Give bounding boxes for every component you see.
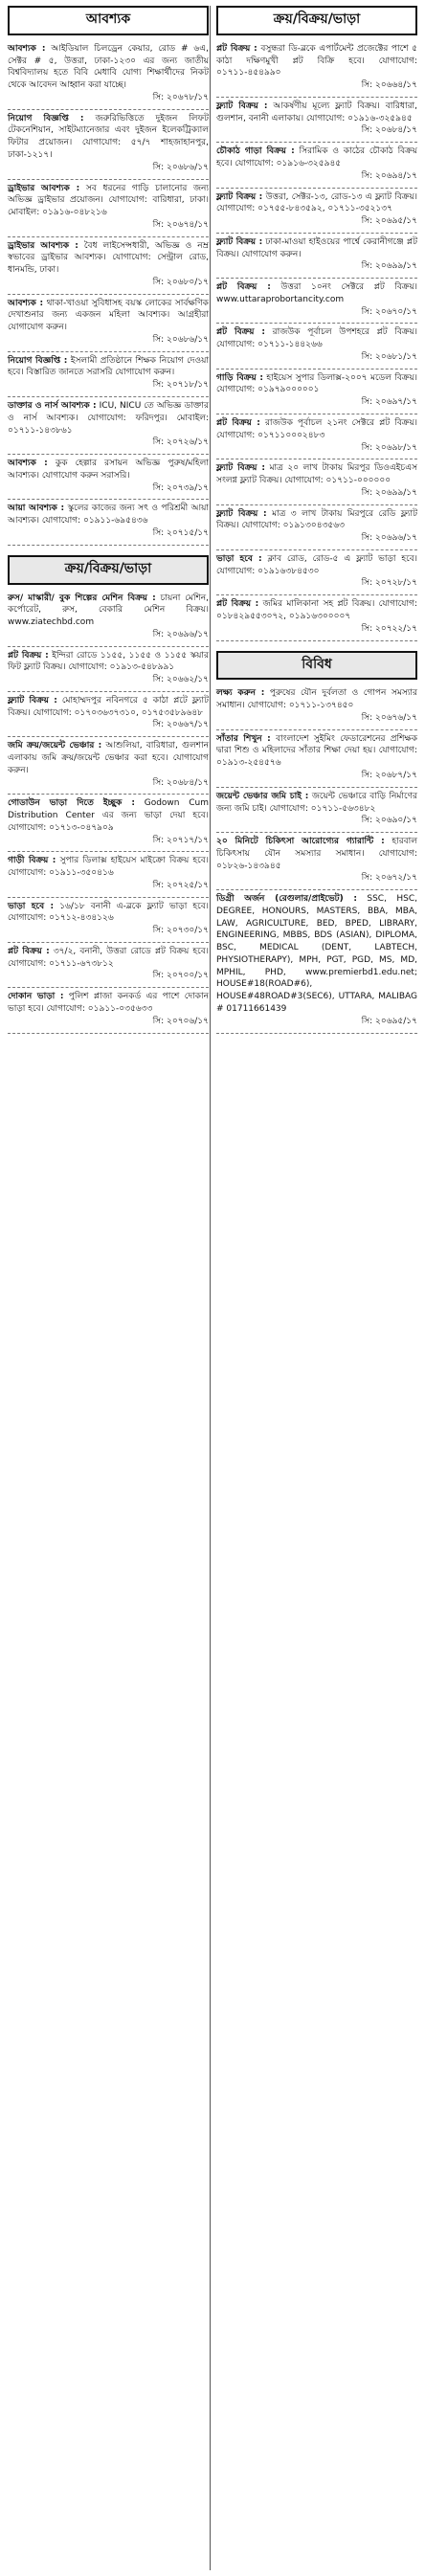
ad-body: সব ধরনের গাড়ি চালানোর জন্য অভিজ্ঞ ড্রাইভার প্রয়োজন। যোগাযোগ: বারিধারা, ঢাকা। মোবাইল: ০১৯১৬-০৪৮২১৬ xyxy=(8,183,209,218)
buy-sell-rent-ads-list-left xyxy=(8,590,209,1034)
ad-title: ২০ মিনিটে চিকিৎসা আরোগ্যের গ্যারান্টি : xyxy=(216,837,385,847)
ad-code: সি: ২০৬৯৬/১৭ xyxy=(152,629,209,639)
classified-ad xyxy=(8,40,209,110)
ad-title: লক্ষ্য করুন : xyxy=(216,688,265,699)
ad-code: সি: ২০৬৬৭/১৭ xyxy=(152,720,209,730)
ad-title: প্লট বিক্রয় : xyxy=(216,327,265,338)
classified-ad xyxy=(216,279,417,324)
classified-ad xyxy=(216,40,417,98)
ad-code: সি: ২০৭২৮/১৭ xyxy=(361,578,417,589)
ad-code: সি: ২০৬৮৬/১৭ xyxy=(152,334,209,345)
ad-title: আয়া আবশ্যক : xyxy=(8,504,65,514)
ad-body: আকর্ষণীয় মূল্যে ফ্ল্যাট বিক্রয়। বারিধারা, গুলশান, বনানী এলাকায়। যোগাযোগ: ০১৯১৬-৩২৫৯৪৫ xyxy=(216,101,417,123)
ad-body: আইডিয়াল চিলড্রেন কেয়ার, রোড # ৬এ, সেক্টর # ৫, উত্তরা, ঢাকা-১২৩০ এর জন্য জাতীয় বিশ্ববিদ্যালয় হতে বিবি মেধাবি যোগ্য শিক্ষার্থীদের নিকট থেকে আবেদন আহ্বান করা যাচ্ছে। xyxy=(8,43,209,91)
ad-code: সি: ২০৬৬৪/১৭ xyxy=(361,80,417,91)
ad-body: পুরুষের যৌন দুর্বলতা ও গোপন সমস্যার সমাধান। যোগাযোগ: ০১৭১১-১৩৭৪৫০ xyxy=(216,688,417,711)
classified-ad xyxy=(216,189,417,234)
ad-code: সি: ২০৬৯০/১৭ xyxy=(361,816,417,826)
ad-title: চৌকাঠ গাড়া বিক্রয় : xyxy=(216,146,295,157)
left-column xyxy=(8,6,209,2570)
ad-body: মোহাম্মদপুর নবিনগরে ৫ কাঠা প্লটে ফ্ল্যাট বিক্রয়। যোগাযোগ: ০১৭০৩৬৩৭৩১০, ০১৭৫৩৫৮৯৬৪৮ xyxy=(8,695,209,718)
buy-sell-rent-ads-list-right xyxy=(216,40,417,641)
ad-body: রাজউক পূর্বাচল ২১নং সেক্টরে প্লট বিক্রয়। যোগাযোগ: ০১৭১১০০০২৪৮৩ xyxy=(216,418,417,440)
section-header-misc: বিবিধ xyxy=(216,651,417,681)
ad-body: সুপার ডিলাক্স হাইয়েস মাইক্রো বিক্রয় হবে। যোগাযোগ: ০১৯১১-৩৫০৪১৬ xyxy=(8,856,209,879)
ad-title: ফ্ল্যাট বিক্রয় : xyxy=(216,463,265,474)
classified-ad xyxy=(8,110,209,180)
right-column xyxy=(216,6,417,2570)
classified-ad xyxy=(8,237,209,295)
classified-ad xyxy=(8,737,209,795)
ad-title: প্লট বিক্রয় : xyxy=(216,282,271,293)
classified-ad xyxy=(216,890,417,1033)
ad-title: জয়েন্ট ভেঞ্চার জমি চাই : xyxy=(216,791,309,801)
classified-ad xyxy=(216,370,417,414)
ad-code: সি: ২০৬৯৯/১৭ xyxy=(361,487,417,498)
classified-ad xyxy=(8,397,209,455)
ad-code: সি: ২০৬৮৬/১৭ xyxy=(152,162,209,172)
ad-code: সি: ২০৬৮১/১৭ xyxy=(361,351,417,362)
ad-body: হাইয়েস সুপার ডিলাক্স-২০০৭ মডেল বিক্রয়। যোগাযোগ: ০১৯৭৯০০০০০১ xyxy=(216,372,417,395)
ad-body: আশুলিয়া, বারিধারা, গুলশান এলাকায় জমি ক্রয়/জয়েন্ট ভেঞ্চার করা হবে। যোগাযোগ করুন। xyxy=(8,741,209,775)
classified-ad xyxy=(8,852,209,897)
ad-body: বৈধ লাইসেন্সধারী, অভিজ্ঞ ও নম্র স্বভাবের ড্রাইভার আবশ্যক। যোগাযোগ: সেন্ট্রাল রোড, ধানমন্ডি, ঢাকা। xyxy=(8,240,209,276)
classified-ad xyxy=(216,234,417,279)
ad-title: সাঁতার শিখুন : xyxy=(216,733,271,744)
ad-body: স্কুলের কাজের জন্য সৎ ও পরিশ্রমী আয়া আবশ্যক। যোগাযোগ: ০১৯১১-৬৯৫৪৩৬ xyxy=(8,504,209,526)
classified-ad xyxy=(216,414,417,459)
ad-title: নিয়োগ বিজ্ঞপ্তি : xyxy=(8,113,84,123)
ad-title: ডাক্তার ও নার্স আবশ্যক : xyxy=(8,401,97,412)
classified-ad xyxy=(216,505,417,550)
ad-code: সি: ২০৬৯৬/১৭ xyxy=(361,533,417,544)
classified-ad xyxy=(216,143,417,188)
classified-ad xyxy=(8,500,209,545)
ad-body: Godown Cum Distribution Center এর জন্য ভাড়া দেয়া হবে। যোগাযোগ: ০১৭১৩-০৪৭৯০৯ xyxy=(8,798,209,833)
classified-ad xyxy=(8,295,209,352)
ad-code: সি: ২০৬৭৮/১৭ xyxy=(152,92,209,102)
ad-body: কুক হেল্পার রসায়ন অভিজ্ঞ পুরুষ/মহিলা আবশ্যক। যোগাযোগ করুন সরাসরি। xyxy=(8,459,209,481)
section-header-buy-sell-rent-left: ক্রয়/বিক্রয়/ভাড়া xyxy=(8,555,209,585)
ad-code: সি: ২০৬৯৪/১৭ xyxy=(361,170,417,181)
ad-code: সি: ২০৬৮৪/১৭ xyxy=(152,777,209,788)
section-header-buy-sell-rent-right: ক্রয়/বিক্রয়/ভাড়া xyxy=(216,6,417,35)
ad-body: ICU, NICU তে অভিজ্ঞ ডাক্তার ও নার্স আবশ্যক। যোগাযোগ: ফরিদপুর। মোবাইল: ০১৭১১-১৪৩৮৬১ xyxy=(8,401,209,436)
ad-title: ডিগ্রী অর্জন (রেগুলার/প্রাইভেট) : xyxy=(216,894,357,905)
ad-title: প্লট বিক্রয় : xyxy=(216,418,260,429)
ad-title: ফ্ল্যাট বিক্রয় : xyxy=(216,191,263,202)
ad-code: সি: ২০৬৬২/১৭ xyxy=(152,675,209,685)
ad-body: বসুন্ধরা ডি-ব্লকে এপার্টমেন্ট প্রজেক্টের পাশে ৫ কাঠা দক্ষিণমুখী প্লট বিক্রি হবে। যোগাযোগ: ০১৭১১-৪৫৪৯৯০ xyxy=(216,43,417,78)
ad-title: ফ্ল্যাট বিক্রয় : xyxy=(216,508,267,519)
ad-code: সি: ২০৭১৮/১৭ xyxy=(152,380,209,391)
ad-body: উত্তরা ১০নং সেক্টরে প্লট বিক্রয়। www.uttaraprobortancity.com xyxy=(216,282,417,304)
ad-body: হারবাল চিকিৎসায় যৌন সমস্যার সমাধান। যোগাযোগ: ০১৮২৬-১৪৩৯৪৫ xyxy=(216,837,417,871)
ad-code: সি: ২০৬৯৮/১৭ xyxy=(361,442,417,453)
classified-ad xyxy=(216,98,417,143)
classified-ad xyxy=(216,324,417,369)
ad-code: সি: ২০৬৭০/১৭ xyxy=(361,306,417,317)
ad-title: ড্রাইভার আবশ্যক : xyxy=(8,183,80,193)
ad-title: গাড়ী বিক্রয় : xyxy=(8,856,56,866)
ad-body: ইন্দিরা রোডে ১১৫৫, ১১৫৫ ও ১১৫৫ স্কয়ার ফিট ফ্ল্যাট বিক্রয়। যোগাযোগ: ০১৯১৩-৫৪৮৯৯১ xyxy=(8,650,209,673)
ad-title: ফ্ল্যাট বিক্রয় : xyxy=(216,236,263,247)
ad-code: সি: ২০৭২৫/১৭ xyxy=(152,880,209,890)
ad-title: জমি ক্রয়/জয়েন্ট ভেঞ্চার : xyxy=(8,741,102,751)
ad-body: মাত্র ৩ লাখ টাকায় মিরপুরে রেডি ফ্ল্যাট বিক্রয়। যোগাযোগ: ০১৯১৩০৪৩৫৬৩ xyxy=(216,508,417,531)
classified-ad xyxy=(8,943,209,988)
ad-title: প্লট বিক্রয় : xyxy=(216,599,259,610)
ad-code: সি: ২০৬৮০/১৭ xyxy=(152,277,209,287)
ad-title: প্লট বিক্রয় : xyxy=(216,43,257,54)
ad-body: রাজউক পূর্বাচল উপশহরে প্লট বিক্রয়। যোগাযোগ: ০১৭১১-১৪৪২৬৬ xyxy=(216,327,417,350)
classified-ad xyxy=(8,692,209,737)
ad-code: সি: ২০৭৩০/১৭ xyxy=(152,926,209,936)
ad-code: সি: ২০৬৯৫/১৭ xyxy=(361,1016,417,1026)
classified-ad xyxy=(216,730,417,788)
ad-body: জমির মালিকানা সহ প্লট বিক্রয়। যোগাযোগ: ০১৮৪২৯৫৫৩০৭২, ০১৯১৬৩০০০০৭ xyxy=(216,599,417,621)
ad-body: উত্তরা, সেক্টর-১৩, রোড-১৩ এ ফ্ল্যাট বিক্রয়। যোগাযোগ: ০১৭৫৫-৮৪৩৫৯২, ০১৭১১-৩৫২১৩৭ xyxy=(216,191,417,214)
ad-code: সি: ২০৬৮৪/১৭ xyxy=(361,125,417,136)
classified-ad xyxy=(8,795,209,852)
column-divider xyxy=(210,6,211,2570)
ad-body: ৩৭/২, বনানী, উত্তরা রোডে প্লট বিক্রয় হবে। যোগাযোগ: ০১৭১১-৬৭৩৮১২ xyxy=(8,946,209,969)
ad-code: সি: ২০৬৯৯/১৭ xyxy=(361,261,417,272)
classified-ad xyxy=(216,833,417,890)
classified-ad xyxy=(216,550,417,595)
ad-body: ক্লাব রোড, রোড-৫ এ ফ্ল্যাট ভাড়া হবে। যোগাযোগ: ০১৯১৬৩৮৪৫৩০ xyxy=(216,553,417,576)
ad-title: দোকান ভাড়া : xyxy=(8,992,64,1002)
ad-title: গোডাউন ভাড়া দিতে ইচ্ছুক : xyxy=(8,798,135,809)
ad-title: প্লট বিক্রয় : xyxy=(8,650,49,661)
ad-body: পুলিশ প্লাজা কনকর্ড এর পাশে দোকান ভাড়া হবে। যোগাযোগ: ০১৯১১-০৩৫৬৩৩ xyxy=(8,992,209,1014)
ad-title: আবশ্যক : xyxy=(8,298,44,308)
ad-body: জয়েন্ট ভেঞ্চারে বাড়ি নির্মাণের জন্য জমি চাই। যোগাযোগ: ০১৭১১-৫৬৩৪৮২ xyxy=(216,791,417,814)
ad-title: ভাড়া হবে : xyxy=(8,901,55,911)
ad-title: ফ্ল্যাট বিক্রয় : xyxy=(8,695,57,706)
ad-title: নিয়োগ বিজ্ঞপ্তি : xyxy=(8,355,68,366)
ad-body: জরুরিভিত্তিতে দুইজন লিফট টেকনেশিয়ান, সাইটম্যানেজার এবং দুইজন ইলেকট্রিক্যাল ফিটার প্রয়োজন। যোগাযোগ: ৫৭/৭ শাহজাহানপুর, ঢাকা-১২১৭। xyxy=(8,113,209,160)
ad-body: মাত্র ২০ লাখ টাকায় মিরপুর ডিওএইচএস সংলগ্ন ফ্ল্যাট বিক্রয়। যোগাযোগ: ০১৭১১-০০০০০০ xyxy=(216,463,417,486)
ad-code: সি: ২০৬৭২/১৭ xyxy=(361,873,417,884)
classified-ad xyxy=(8,988,209,1033)
classified-ad xyxy=(8,180,209,237)
section-header-wanted: আবশ্যক xyxy=(8,6,209,35)
classified-ad xyxy=(216,459,417,504)
classified-ad xyxy=(8,352,209,397)
ad-body: চায়না মেশিন, কর্পোরেট, রুস, বেকারি মেশিন বিক্রয়। www.ziatechbd.com xyxy=(8,593,209,628)
ad-title: প্লট বিক্রয় : xyxy=(8,946,50,956)
classified-ad xyxy=(8,590,209,647)
ad-title: আবশ্যক : xyxy=(8,43,46,54)
classified-ad xyxy=(216,788,417,833)
ad-code: সি: ২০৭২৬/১৭ xyxy=(152,437,209,448)
ad-code: সি: ২০৬৭৬/১৭ xyxy=(361,712,417,723)
ad-body: ঢাকা-মাওয়া হাইওয়ের পার্শ্বে কেরানীগঞ্জে প্লট বিক্রয়। যোগাযোগ করুন। xyxy=(216,236,417,259)
ad-title: রুস/ মাস্কারী/ বুক শিল্পের মেশিন বিক্রয় : xyxy=(8,593,156,603)
ad-title: গাড়ি বিক্রয় : xyxy=(216,372,263,383)
classified-ad xyxy=(216,684,417,729)
classified-ad xyxy=(8,455,209,500)
ad-title: ফ্ল্যাট বিক্রয় : xyxy=(216,101,268,111)
ad-code: সি: ২০৭১৭/১৭ xyxy=(152,835,209,845)
ad-code: সি: ২০৬৯৭/১৭ xyxy=(361,397,417,408)
ad-body: বাংলাদেশ সুইমিং ফেডারেশনের প্রশিক্ষক দ্বারা শিশু ও মহিলাদের সাঁতার শিক্ষা দেয়া হয়। যোগাযোগ: ০১৯১৩-২৫৪৫৭৬ xyxy=(216,733,417,769)
ad-body: SSC, HSC, DEGREE, HONOURS, MASTERS, BBA, MBA, LAW, AGRICULTURE, BED, BPED, LIBRARY, ENGINEERING, MBBS, BDS (ASIAN), DIPLOMA, BSC, MEDICAL (DENT, LABTECH, PHYSIOTHERAPY), MPH, PGT, PGD, MS, MD, MPHIL, PHD, www.premierbd1.edu.net; HOUSE#18(ROAD#6), HOUSE#48ROAD#3(SEC6), UTTARA, MALIBAG # 01711661439 xyxy=(216,894,417,1014)
misc-ads-list xyxy=(216,684,417,1033)
ad-body: থাকা-খাওয়া সুবিধাসহ বয়স্ক লোকের সার্বক্ষণিক দেখাশুনার জন্য একজন মহিলা আবশ্যক। আগ্রহীরা যোগাযোগ করুন। xyxy=(8,298,209,333)
ad-code: সি: ২০৬৯৫/১৭ xyxy=(361,216,417,227)
ad-body: সিরামিক ও কাঠের চৌকাঠ বিক্রয় হবে। যোগাযোগ: ০১৯১৬-৩২৫৯৪৫ xyxy=(216,146,417,168)
wanted-ads-list xyxy=(8,40,209,546)
ad-title: আবশ্যক : xyxy=(8,459,48,469)
ad-body: ১৬/১৮ বনানী এ-ব্লকে ফ্ল্যাট ভাড়া হবে। যোগাযোগ: ০১৭১২-৪৩৪১২৬ xyxy=(8,901,209,924)
ad-code: সি: ২০৬৮৭/১৭ xyxy=(361,770,417,780)
ad-title: ড্রাইভার আবশ্যক : xyxy=(8,240,78,251)
ad-code: সি: ২০৭২২/১৭ xyxy=(361,623,417,634)
ad-body: ইসলামী প্রতিষ্ঠানে শিক্ষক নিয়োগ দেওয়া হবে। বিস্তারিত জানতে সরাসরি যোগাযোগ করুন। xyxy=(8,355,209,378)
ad-code: সি: ২০৭০০/১৭ xyxy=(152,971,209,981)
classified-ad xyxy=(8,898,209,943)
ad-code: সি: ২০৭৩৯/১৭ xyxy=(152,482,209,493)
ad-code: সি: ২০৬৭৪/১৭ xyxy=(152,219,209,230)
classified-ad xyxy=(8,647,209,692)
ad-code: সি: ২০৭০৬/১৭ xyxy=(152,1016,209,1026)
classified-ad xyxy=(216,595,417,640)
ad-title: ভাড়া হবে : xyxy=(216,553,262,564)
ad-code: সি: ২০৭১৫/১৭ xyxy=(152,527,209,538)
